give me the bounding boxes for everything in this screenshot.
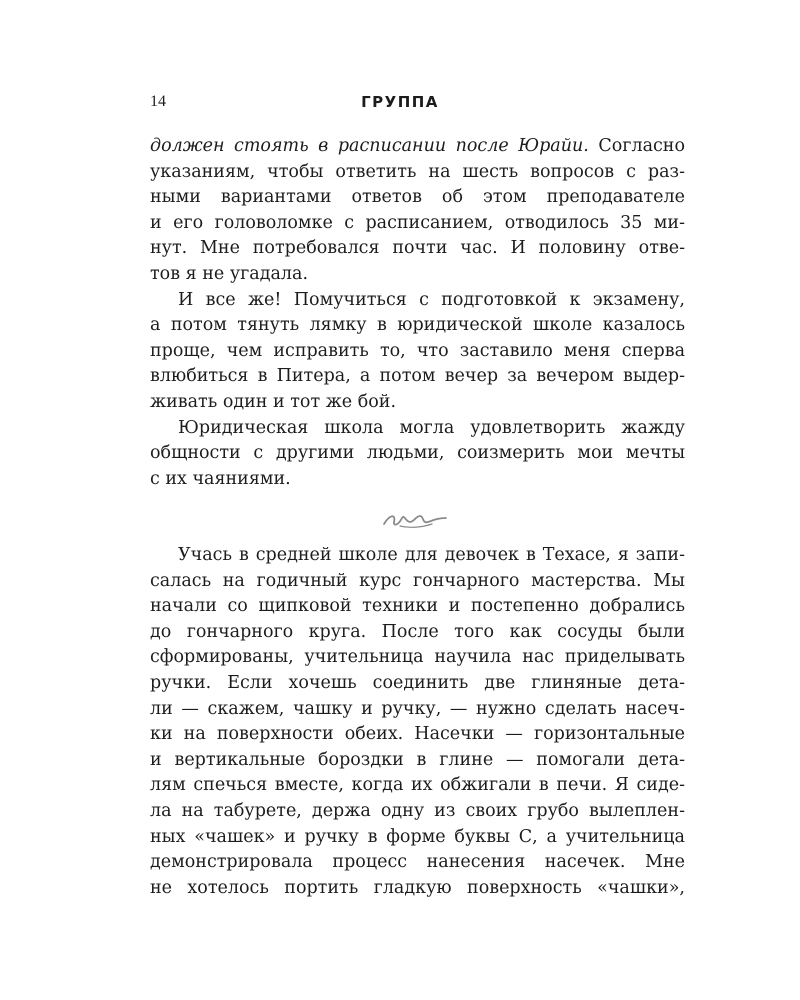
- text-line: не хотелось портить гладкую поверхность «чашки»,: [150, 877, 685, 898]
- text-line: сформированы, учительница научила нас приделывать: [150, 647, 685, 668]
- running-head-title: ГРУППА: [361, 93, 439, 111]
- flourish-ornament-icon: [380, 508, 450, 532]
- text-line: ли — скажем, чашку и ручку, — нужно сделать насеч-: [150, 698, 685, 719]
- text-line: И все же! Помучиться с подготовкой к экзамену,: [178, 289, 685, 310]
- text-line: влюбиться в Питера, а потом вечер за вечером выдер-: [150, 366, 685, 387]
- text-line: указаниям, чтобы ответить на шесть вопросов с раз-: [150, 161, 685, 182]
- text-line: ла на табурете, держа одну из своих грубо вылеплен-: [150, 800, 685, 821]
- text-line: живать один и тот же бой.: [150, 391, 397, 412]
- text-line: Учась в средней школе для девочек в Техасе, я запи-: [178, 545, 685, 565]
- text-line: демонстрировала процесс нанесения насечек. Мне: [150, 852, 685, 873]
- text-line: до гончарного круга. После того как сосуды были: [150, 621, 685, 642]
- text-line: общности с другими людьми, соизмерить мои мечты: [150, 443, 685, 464]
- text-line: ных «чашек» и ручку в форме буквы С, а учительница: [150, 826, 685, 847]
- text-line: Юридическая школа могла удовлетворить жажду: [178, 417, 685, 438]
- text-line: салась на годичный курс гончарного мастерства. Мы: [150, 570, 685, 591]
- text-line: с их чаяниями.: [150, 468, 291, 489]
- text-line: ными вариантами ответов об этом преподавателе: [150, 187, 685, 208]
- text-line: проще, чем исправить то, что заставило меня сперва: [150, 340, 685, 361]
- text-line: начали со щипковой техники и постепенно добрались: [150, 596, 685, 617]
- text-line: нут. Мне потребовался почти час. И половину отве-: [150, 238, 685, 259]
- text-section-2: [150, 543, 685, 901]
- text-line: ки на поверхности обеих. Насечки — горизонтальные: [150, 724, 685, 745]
- text-section-1: [150, 134, 685, 492]
- text-line: а потом тянуть лямку в юридической школе казалось: [150, 315, 685, 336]
- text-line: и вертикальные бороздки в глине — помогали дета-: [150, 749, 685, 770]
- text-line: [150, 134, 685, 160]
- text-line: ручки. Если хочешь соединить две глиняные дета-: [150, 672, 685, 693]
- text-line: тов я не угадала.: [150, 263, 309, 284]
- italic-phrase: должен стоять в расписании после Юрайи.: [150, 136, 589, 156]
- text-line: лям спечься вместе, когда их обжигали в печи. Я сиде-: [150, 775, 685, 796]
- text-line: и его головоломке с расписанием, отводилось 35 ми-: [150, 212, 685, 233]
- page-number: 14: [150, 93, 166, 110]
- text-fragment: Согласно: [588, 136, 685, 156]
